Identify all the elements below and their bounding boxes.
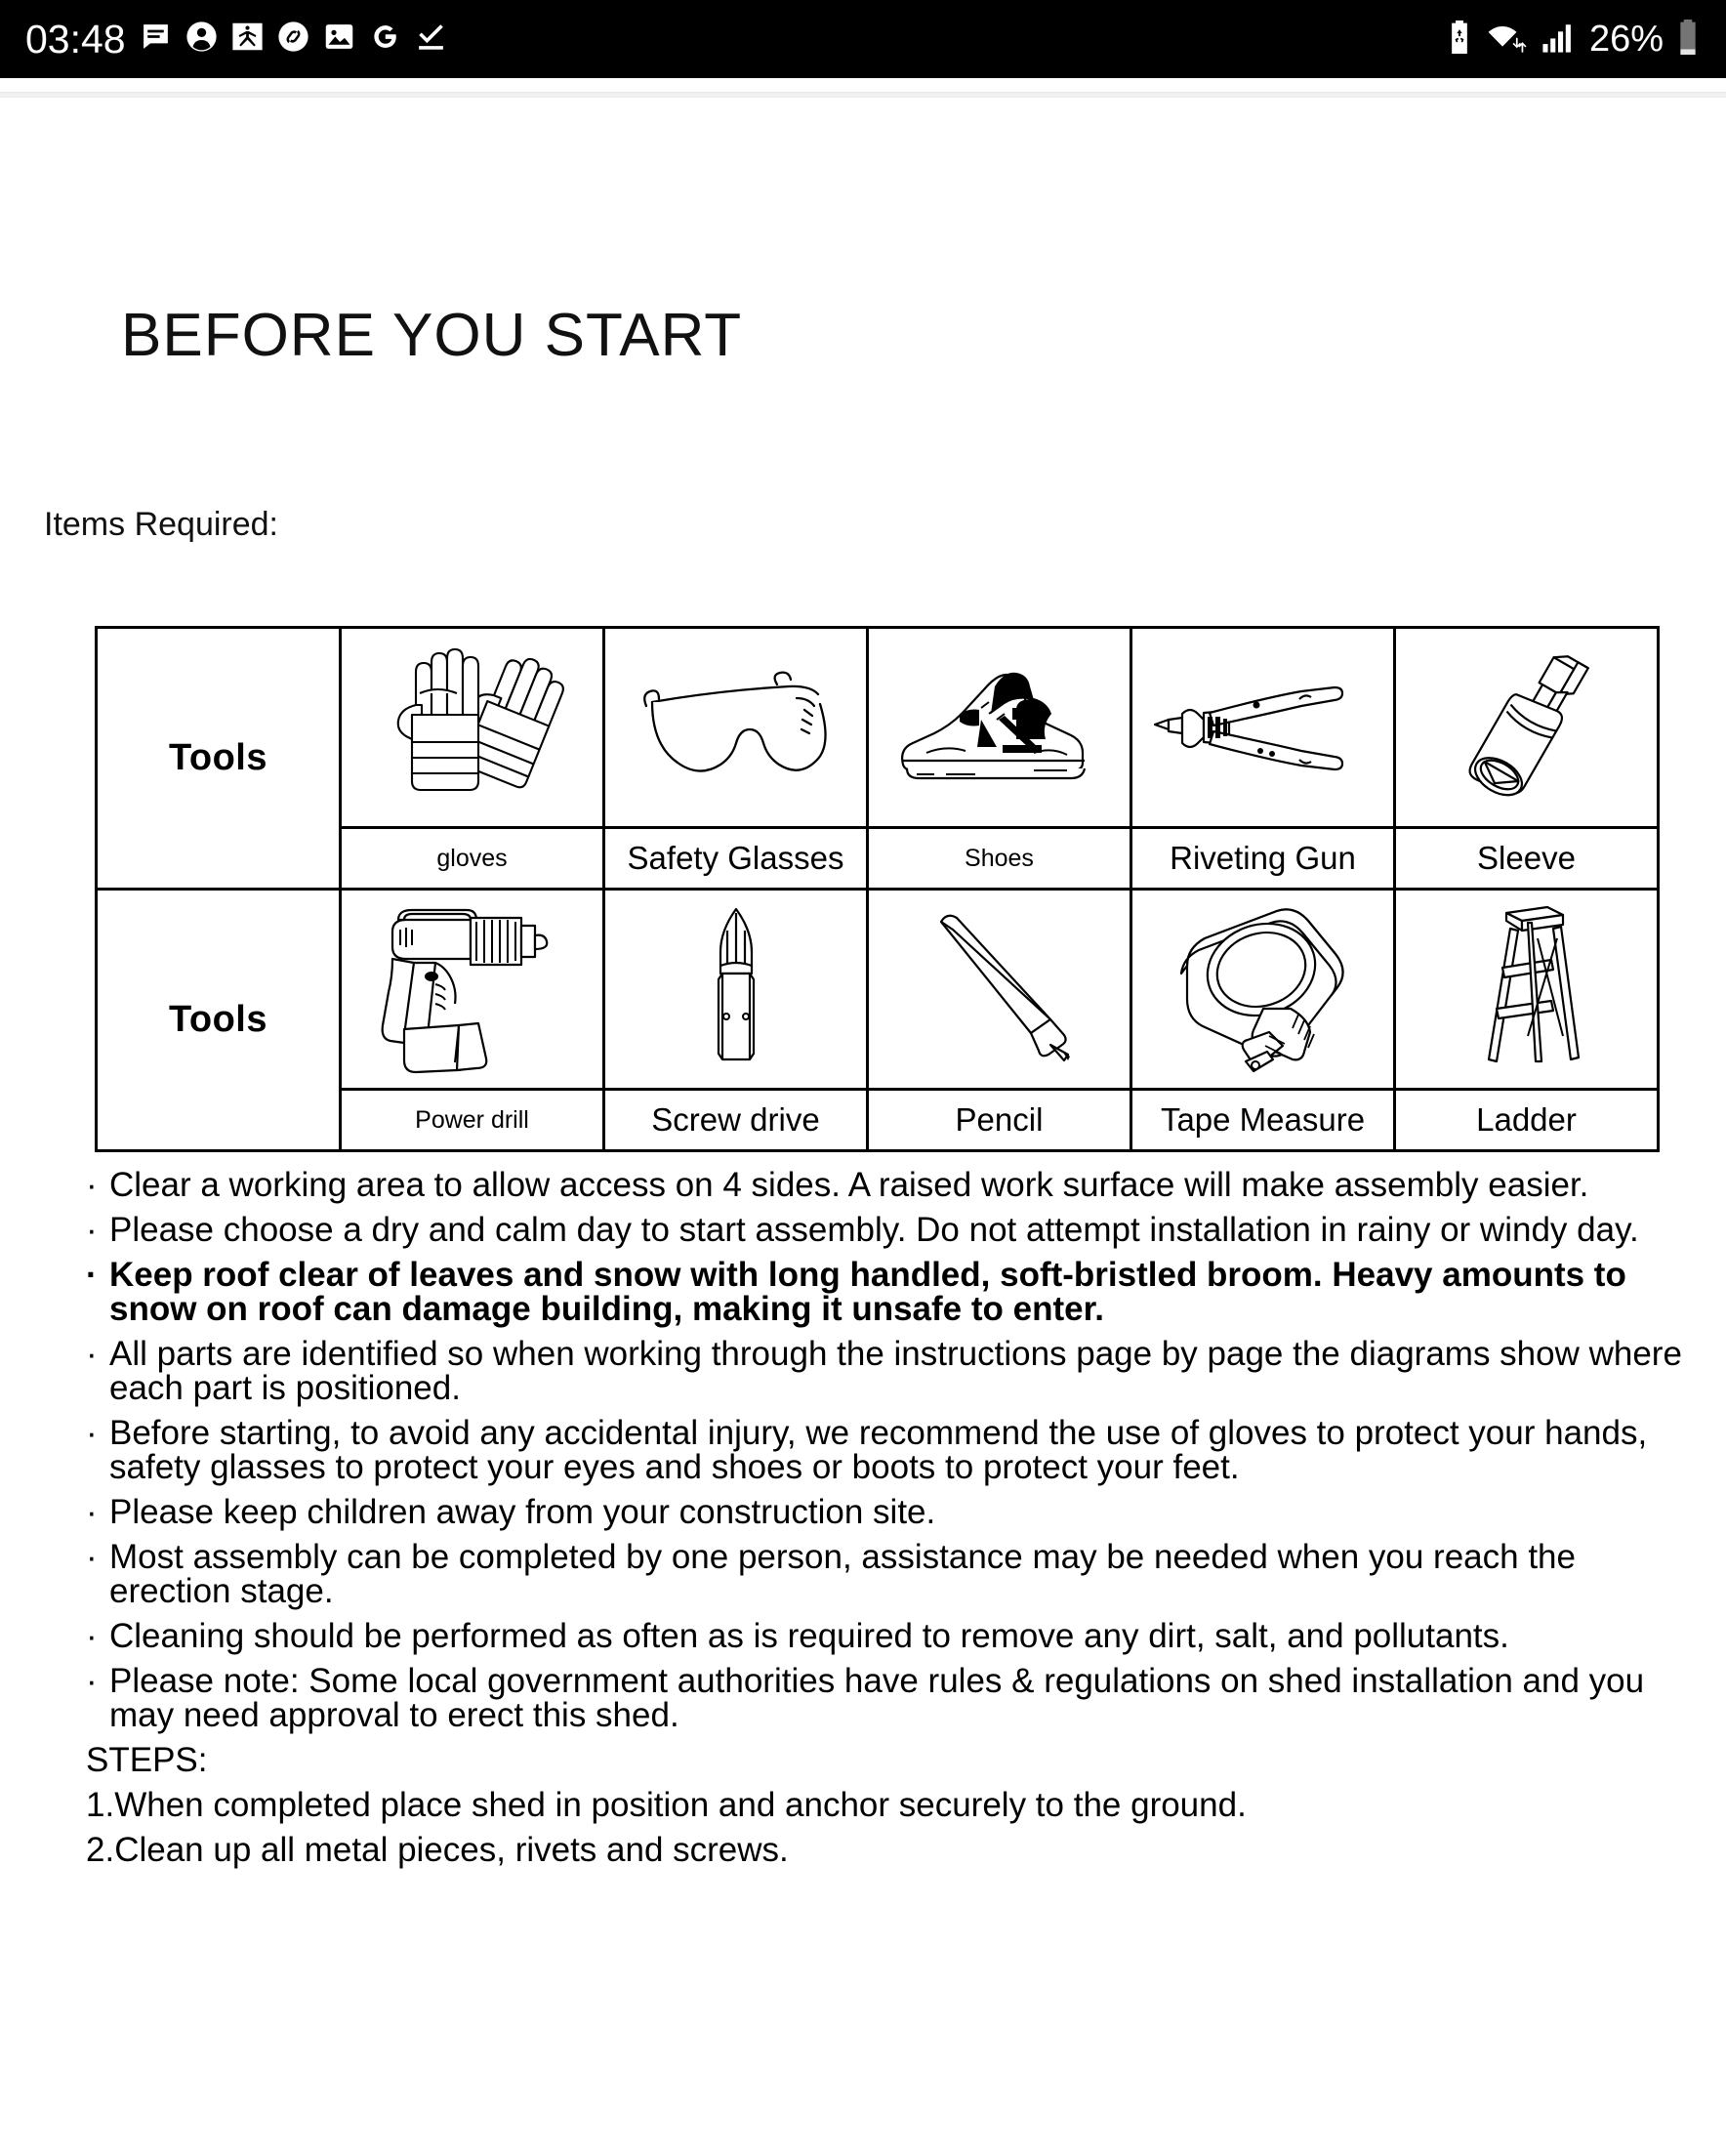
bullet-text: Keep roof clear of leaves and snow with long handled, soft-bristled broom. Heavy amounts to snow on roof can damage building, making it unsafe to enter.: [109, 1256, 1626, 1328]
power-drill-icon: [375, 904, 570, 1075]
safety-glasses-icon: [631, 669, 841, 786]
shazam-icon: [277, 21, 309, 58]
cell-pencil-image: [868, 890, 1131, 1090]
bullet-marker: ·: [86, 1166, 98, 1204]
cell-sleeve-image: [1395, 628, 1659, 828]
caption-riveting-gun: Riveting Gun: [1131, 828, 1395, 890]
bullet-text: Cleaning should be performed as often as is required to remove any dirt, salt, and pollutants.: [109, 1617, 1509, 1655]
message-icon: [140, 21, 172, 58]
step-item: 1.When completed place shed in position and anchor securely to the ground.: [86, 1786, 1247, 1824]
bullet-marker: ·: [86, 1335, 98, 1373]
battery-saver-icon: [1445, 21, 1474, 59]
battery-icon: [1675, 20, 1701, 60]
shoes-icon: [887, 659, 1112, 796]
caption-gloves: gloves: [341, 828, 604, 890]
bullet-text: Please keep children away from your construction site.: [109, 1493, 936, 1531]
instruction-bullet: [86, 1664, 1687, 1732]
cell-gloves-image: [341, 628, 604, 828]
instruction-bullet: [86, 1213, 1687, 1247]
bullet-text: Please note: Some local government authorities have rules & regulations on shed installation and you may need approval to erect this shed.: [109, 1662, 1645, 1734]
download-complete-icon: [415, 21, 447, 58]
bullet-marker: ·: [86, 1538, 98, 1576]
document-page: [0, 98, 1726, 2156]
instruction-bullet: [86, 1168, 1687, 1202]
status-bar-right-group: [1445, 20, 1701, 60]
bullet-marker: ·: [86, 1256, 98, 1294]
bullet-marker: ·: [86, 1414, 98, 1452]
wifi-data-transfer-icon: [1486, 21, 1529, 59]
table-row: [97, 628, 1659, 828]
bullet-marker: ·: [86, 1662, 98, 1700]
caption-tape-measure: Tape Measure: [1131, 1090, 1395, 1151]
pencil-icon: [912, 906, 1088, 1072]
instruction-bullet: [86, 1495, 1687, 1529]
cell-power-drill-image: [341, 890, 604, 1090]
cell-tape-measure-image: [1131, 890, 1395, 1090]
cell-screwdriver-bit-image: [604, 890, 868, 1090]
bullet-marker: ·: [86, 1211, 98, 1249]
bullet-text: Most assembly can be completed by one person, assistance may be needed when you reach the erection stage.: [109, 1538, 1576, 1610]
instruction-bullet: [86, 1540, 1687, 1608]
tools-table: [95, 626, 1660, 1152]
instruction-bullet: [86, 1258, 1687, 1326]
gallery-photo-icon: [323, 21, 355, 58]
page-title: BEFORE YOU START: [121, 302, 743, 369]
sleeve-icon: [1439, 640, 1615, 815]
bullet-marker: ·: [86, 1617, 98, 1655]
status-bar: [0, 0, 1726, 78]
page-top-gap: [0, 78, 1726, 92]
instructions-list: [86, 1168, 1687, 1878]
gloves-icon: [375, 641, 570, 814]
items-required-label: Items Required:: [44, 506, 278, 543]
bullet-text: Please choose a dry and calm day to start assembly. Do not attempt installation in rainy or windy day.: [109, 1211, 1639, 1249]
battery-percent-label: 26%: [1588, 19, 1664, 60]
screwdriver-bit-icon: [692, 901, 780, 1077]
caption-safety-glasses: Safety Glasses: [604, 828, 868, 890]
instruction-bullet: [86, 1337, 1687, 1405]
cell-shoes-image: [868, 628, 1131, 828]
cell-riveting-gun-image: [1131, 628, 1395, 828]
caption-pencil: Pencil: [868, 1090, 1131, 1151]
status-bar-clock: 03:48: [25, 16, 126, 62]
caption-shoes: Shoes: [868, 828, 1131, 890]
tools-row-label-2: Tools: [97, 890, 341, 1151]
cell-safety-glasses-image: [604, 628, 868, 828]
caption-screw-drive: Screw drive: [604, 1090, 868, 1151]
caption-sleeve: Sleeve: [1395, 828, 1659, 890]
instruction-bullet: [86, 1619, 1687, 1653]
contact-person-icon: [185, 21, 218, 58]
bullet-marker: ·: [86, 1493, 98, 1531]
bullet-text: Before starting, to avoid any accidental injury, we recommend the use of gloves to protect your hands, safety glasses to protect your eyes and shoes or boots to protect your feet.: [109, 1414, 1648, 1486]
caption-power-drill: Power drill: [341, 1090, 604, 1151]
tape-measure-icon: [1166, 899, 1361, 1080]
riveting-gun-icon: [1151, 674, 1376, 781]
cell-ladder-image: [1395, 890, 1659, 1090]
cellular-signal-icon: [1541, 21, 1576, 59]
app-figure-icon: [231, 21, 264, 58]
bullet-text: Clear a working area to allow access on 4 sides. A raised work surface will make assembly easier.: [109, 1166, 1589, 1204]
table-row: [97, 890, 1659, 1090]
google-g-icon: [369, 21, 401, 58]
instruction-bullet: [86, 1416, 1687, 1484]
status-bar-left-group: [25, 16, 447, 62]
bullet-text: All parts are identified so when working through the instructions page by page the diagrams show where each part is positioned.: [109, 1335, 1682, 1407]
caption-ladder: Ladder: [1395, 1090, 1659, 1151]
step-item: 2.Clean up all metal pieces, rivets and screws.: [86, 1831, 789, 1869]
tools-row-label-1: Tools: [97, 628, 341, 890]
steps-heading: STEPS:: [86, 1741, 208, 1779]
ladder-icon: [1463, 899, 1590, 1080]
